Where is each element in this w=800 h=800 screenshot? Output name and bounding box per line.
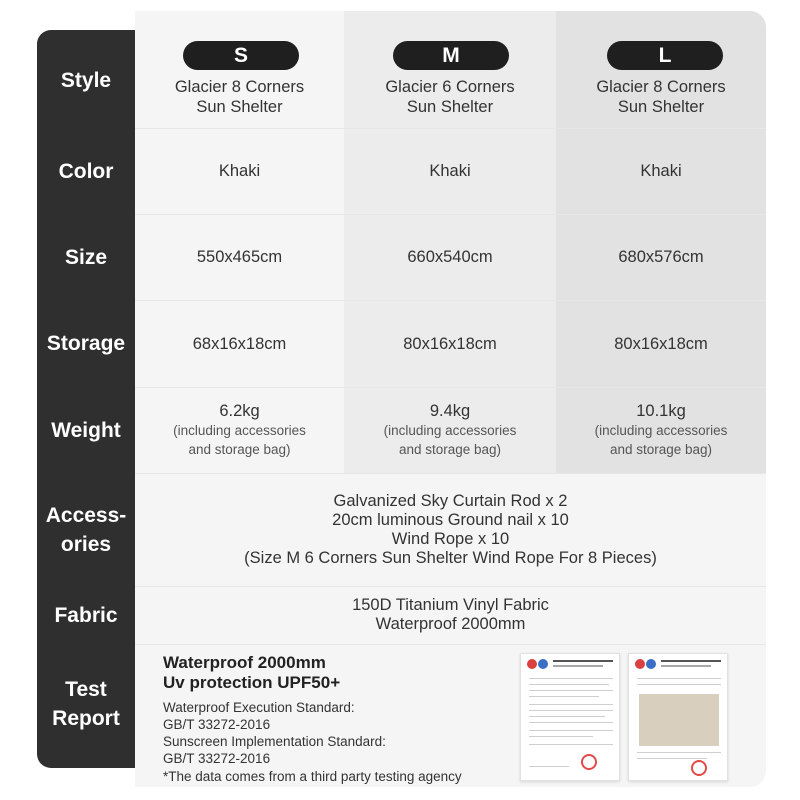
weight-note: (including accessories and storage bag) [383,423,517,457]
row-label-accessories: Access- ories [45,503,127,556]
color-cell: Khaki [640,162,682,180]
weight-value: 10.1kg [636,402,686,420]
weight-value: 9.4kg [429,402,471,420]
row-label-fabric: Fabric [54,603,118,627]
style-cell: Glacier 8 Corners Sun Shelter [596,78,726,116]
color-cell: Khaki [218,162,261,180]
weight-cell [344,387,556,473]
size-cell: 550x465cm [196,248,283,266]
size-pill-s: S [183,41,299,70]
weight-cell [135,387,344,473]
weight-note: (including accessories and storage bag) [173,423,306,457]
test-report-document-image [520,653,620,781]
sample-photo [639,694,719,746]
test-report-title: Waterproof 2000mm Uv protection UPF50+ [163,653,341,692]
test-report-note: *The data comes from a third party testing agency [163,769,462,784]
row-label-color: Color [58,159,114,183]
row-label-style: Style [60,68,112,92]
logo-icon [646,659,656,669]
stamp-icon [581,754,597,770]
row-label-weight: Weight [51,418,121,442]
row-divider [135,644,766,645]
logo-icon [635,659,645,669]
logo-icon [538,659,548,669]
row-label-size: Size [64,245,108,269]
size-cell: 680x576cm [618,248,704,266]
test-report-standards: Waterproof Execution Standard: GB/T 33272-2016 Sunscreen Implementation Standard: GB/T 33272-2016 [163,700,386,766]
accessories-cell: Galvanized Sky Curtain Rod x 2 20cm luminous Ground nail x 10 Wind Rope x 10 (Size M 6 Corners Sun Shelter Wind Rope For 8 Pieces) [244,491,657,567]
row-label-storage: Storage [46,332,126,355]
logo-icon [527,659,537,669]
fabric-cell: 150D Titanium Vinyl Fabric Waterproof 2000mm [352,596,549,633]
size-cell: 660x540cm [407,248,493,266]
style-cell: Glacier 8 Corners Sun Shelter [174,78,305,116]
color-cell: Khaki [429,162,471,180]
stamp-icon [691,760,707,776]
style-cell: Glacier 6 Corners Sun Shelter [385,78,515,116]
row-label-test-report: Test Report [52,678,120,730]
storage-cell: 80x16x18cm [403,334,497,353]
weight-value: 6.2kg [219,402,260,420]
size-pill-m: M [393,41,509,70]
weight-cell [556,387,766,473]
weight-note: (including accessories and storage bag) [594,423,728,457]
storage-cell: 68x16x18cm [192,334,287,353]
test-report-document-image [628,653,728,781]
size-pill-l: L [607,41,723,70]
storage-cell: 80x16x18cm [614,334,708,353]
